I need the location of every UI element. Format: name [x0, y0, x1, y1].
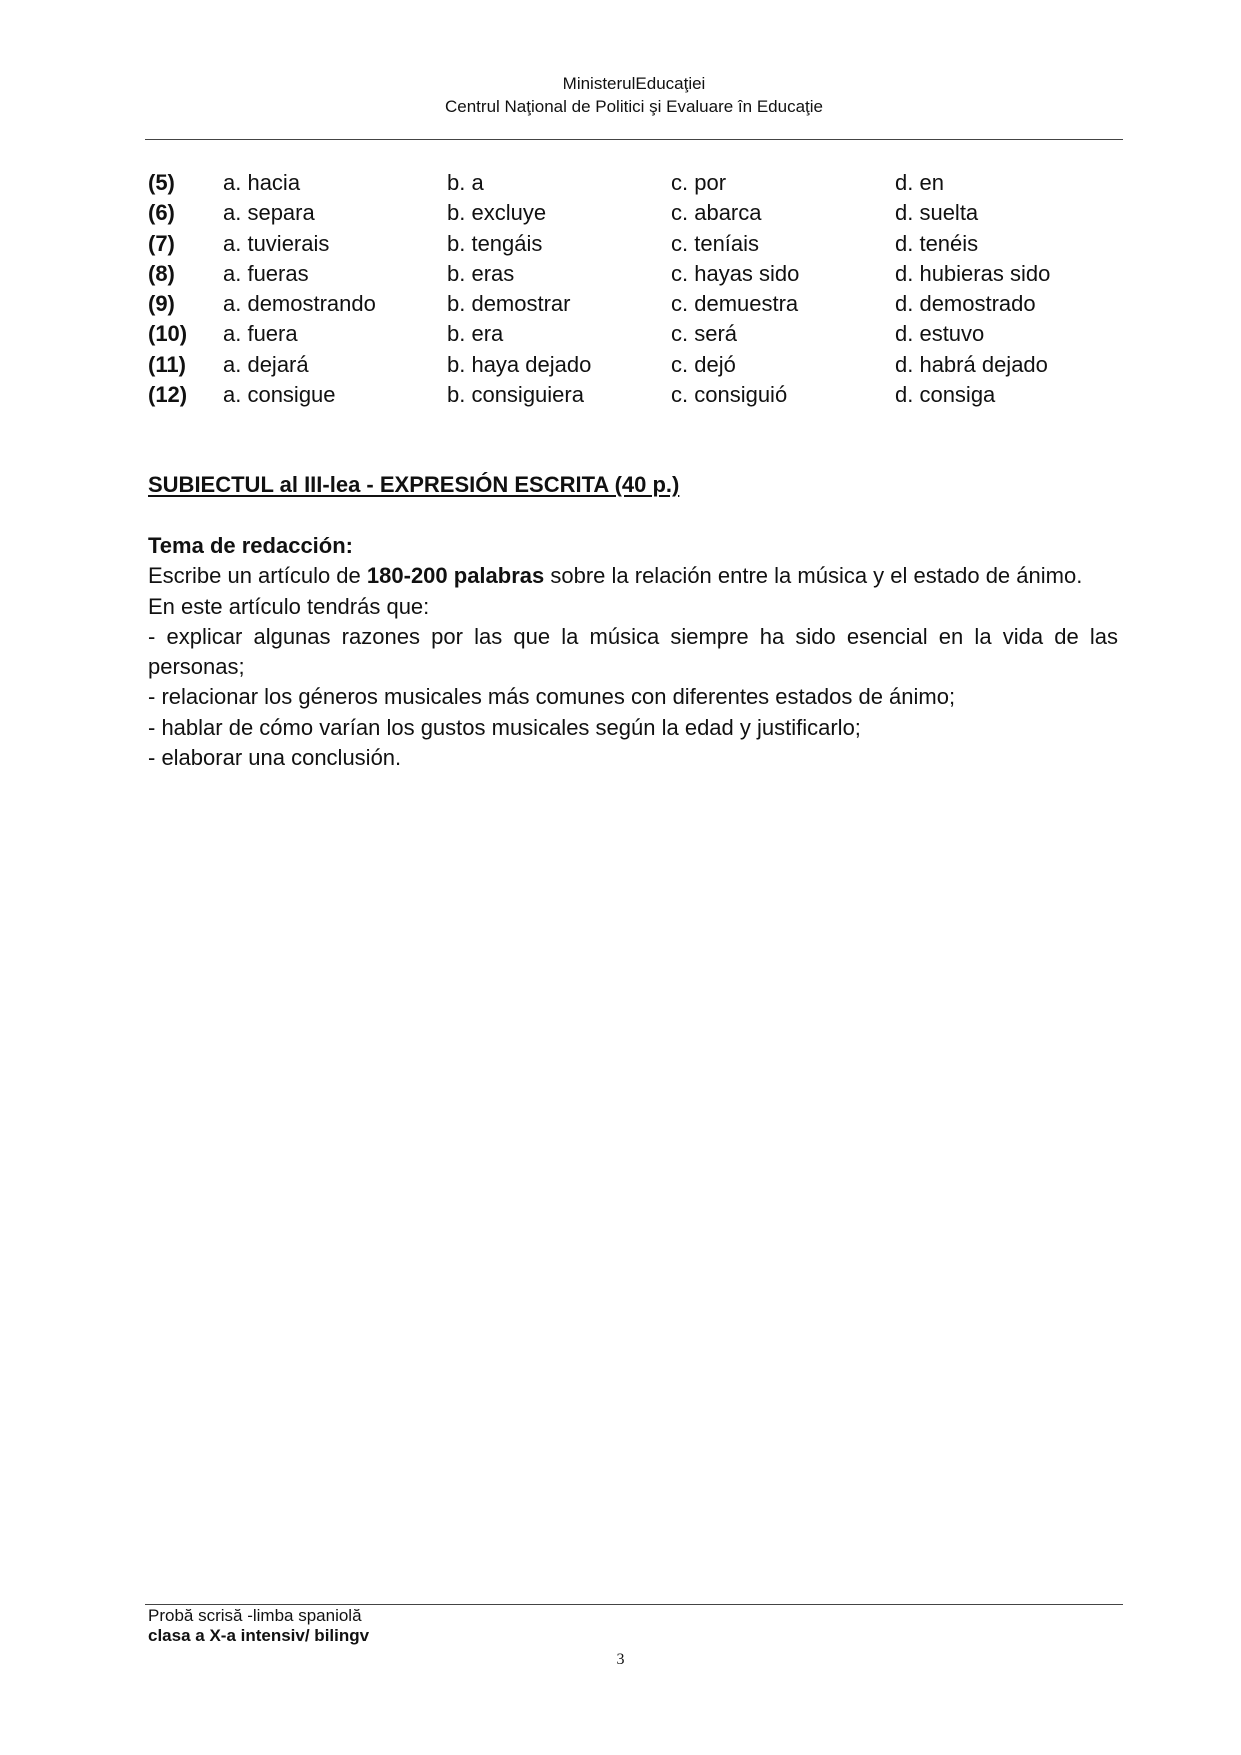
footer-class: clasa a X-a intensiv/ bilingv: [148, 1626, 370, 1645]
task-label: Tema de redacción:: [148, 533, 353, 558]
option-row: [148, 168, 1123, 198]
option-a: a. consigue: [223, 382, 336, 408]
item-number: (8): [148, 260, 175, 286]
task-bullet: - hablar de cómo varían los gustos musicales según la edad y justificarlo;: [148, 714, 861, 740]
footer-divider: [145, 1604, 1123, 1605]
header-divider: [145, 139, 1123, 140]
option-d: d. hubieras sido: [895, 260, 1051, 286]
task-bullet: - explicar algunas razones por las que la música siempre ha sido esencial en la vida de las personas;: [148, 623, 1118, 680]
option-d: d. suelta: [895, 200, 979, 226]
option-row: [148, 380, 1123, 410]
item-number: (6): [148, 200, 175, 226]
option-b: b. era: [447, 321, 504, 347]
option-a: a. tuvierais: [223, 230, 330, 256]
option-d: d. demostrado: [895, 291, 1036, 317]
option-c: c. demuestra: [671, 291, 799, 317]
option-c: c. por: [671, 170, 727, 195]
item-number: (9): [148, 291, 175, 317]
task-bullet: - elaborar una conclusión.: [148, 745, 402, 771]
option-c: c. será: [671, 321, 738, 347]
center-name: Centrul Naţional de Politici şi Evaluare în Educaţie: [445, 97, 823, 116]
task-bullet: - relacionar los géneros musicales más comunes con diferentes estados de ánimo;: [148, 684, 956, 710]
option-c: c. teníais: [671, 230, 760, 256]
option-c: c. dejó: [671, 351, 736, 377]
option-a: a. dejará: [223, 351, 309, 377]
item-number: (5): [148, 170, 175, 195]
option-row: [148, 229, 1123, 259]
option-row: [148, 350, 1123, 380]
option-b: b. excluye: [447, 200, 547, 226]
ministry-name: MinisterulEducaţiei: [562, 74, 706, 93]
option-c: c. hayas sido: [671, 260, 800, 286]
option-a: a. demostrando: [223, 291, 376, 317]
option-row: [148, 198, 1123, 228]
item-number: (11): [148, 351, 186, 377]
page-footer: [148, 1606, 369, 1646]
task-intro-2: En este artículo tendrás que:: [148, 593, 430, 619]
option-c: c. consiguió: [671, 382, 788, 408]
option-d: d. habrá dejado: [895, 351, 1048, 377]
option-b: b. consiguiera: [447, 382, 584, 408]
option-d: d. consiga: [895, 382, 996, 408]
option-b: b. haya dejado: [447, 351, 592, 377]
intro-before: Escribe un artículo de: [148, 563, 367, 589]
option-a: a. hacia: [223, 170, 301, 195]
option-a: a. separa: [223, 200, 315, 226]
section-title: SUBIECTUL al III-lea - EXPRESIÓN ESCRITA (40 p.): [148, 472, 680, 497]
option-row: [148, 259, 1123, 289]
intro-after: sobre la relación entre la música y el estado de ánimo.: [544, 563, 1083, 589]
word-count: 180-200 palabras: [366, 563, 545, 589]
option-a: a. fuera: [223, 321, 298, 347]
option-d: d. tenéis: [895, 230, 979, 256]
page-header: [145, 72, 1123, 118]
item-number: (10): [148, 321, 188, 347]
option-b: b. demostrar: [447, 291, 571, 317]
option-a: a. fueras: [223, 260, 309, 286]
option-d: d. estuvo: [895, 321, 985, 347]
option-b: b. a: [447, 170, 484, 195]
option-row: [148, 289, 1123, 319]
page-number: 3: [616, 1651, 625, 1668]
answer-options-list: [148, 168, 1123, 410]
writing-task: [148, 531, 1118, 773]
option-b: b. eras: [447, 260, 515, 286]
footer-exam-name: Probă scrisă -limba spaniolă: [148, 1606, 362, 1625]
item-number: (12): [148, 382, 188, 408]
item-number: (7): [148, 230, 175, 256]
option-c: c. abarca: [671, 200, 762, 226]
option-b: b. tengáis: [447, 230, 543, 256]
task-intro: [148, 561, 1118, 591]
option-row: [148, 319, 1123, 349]
option-d: d. en: [895, 170, 944, 195]
